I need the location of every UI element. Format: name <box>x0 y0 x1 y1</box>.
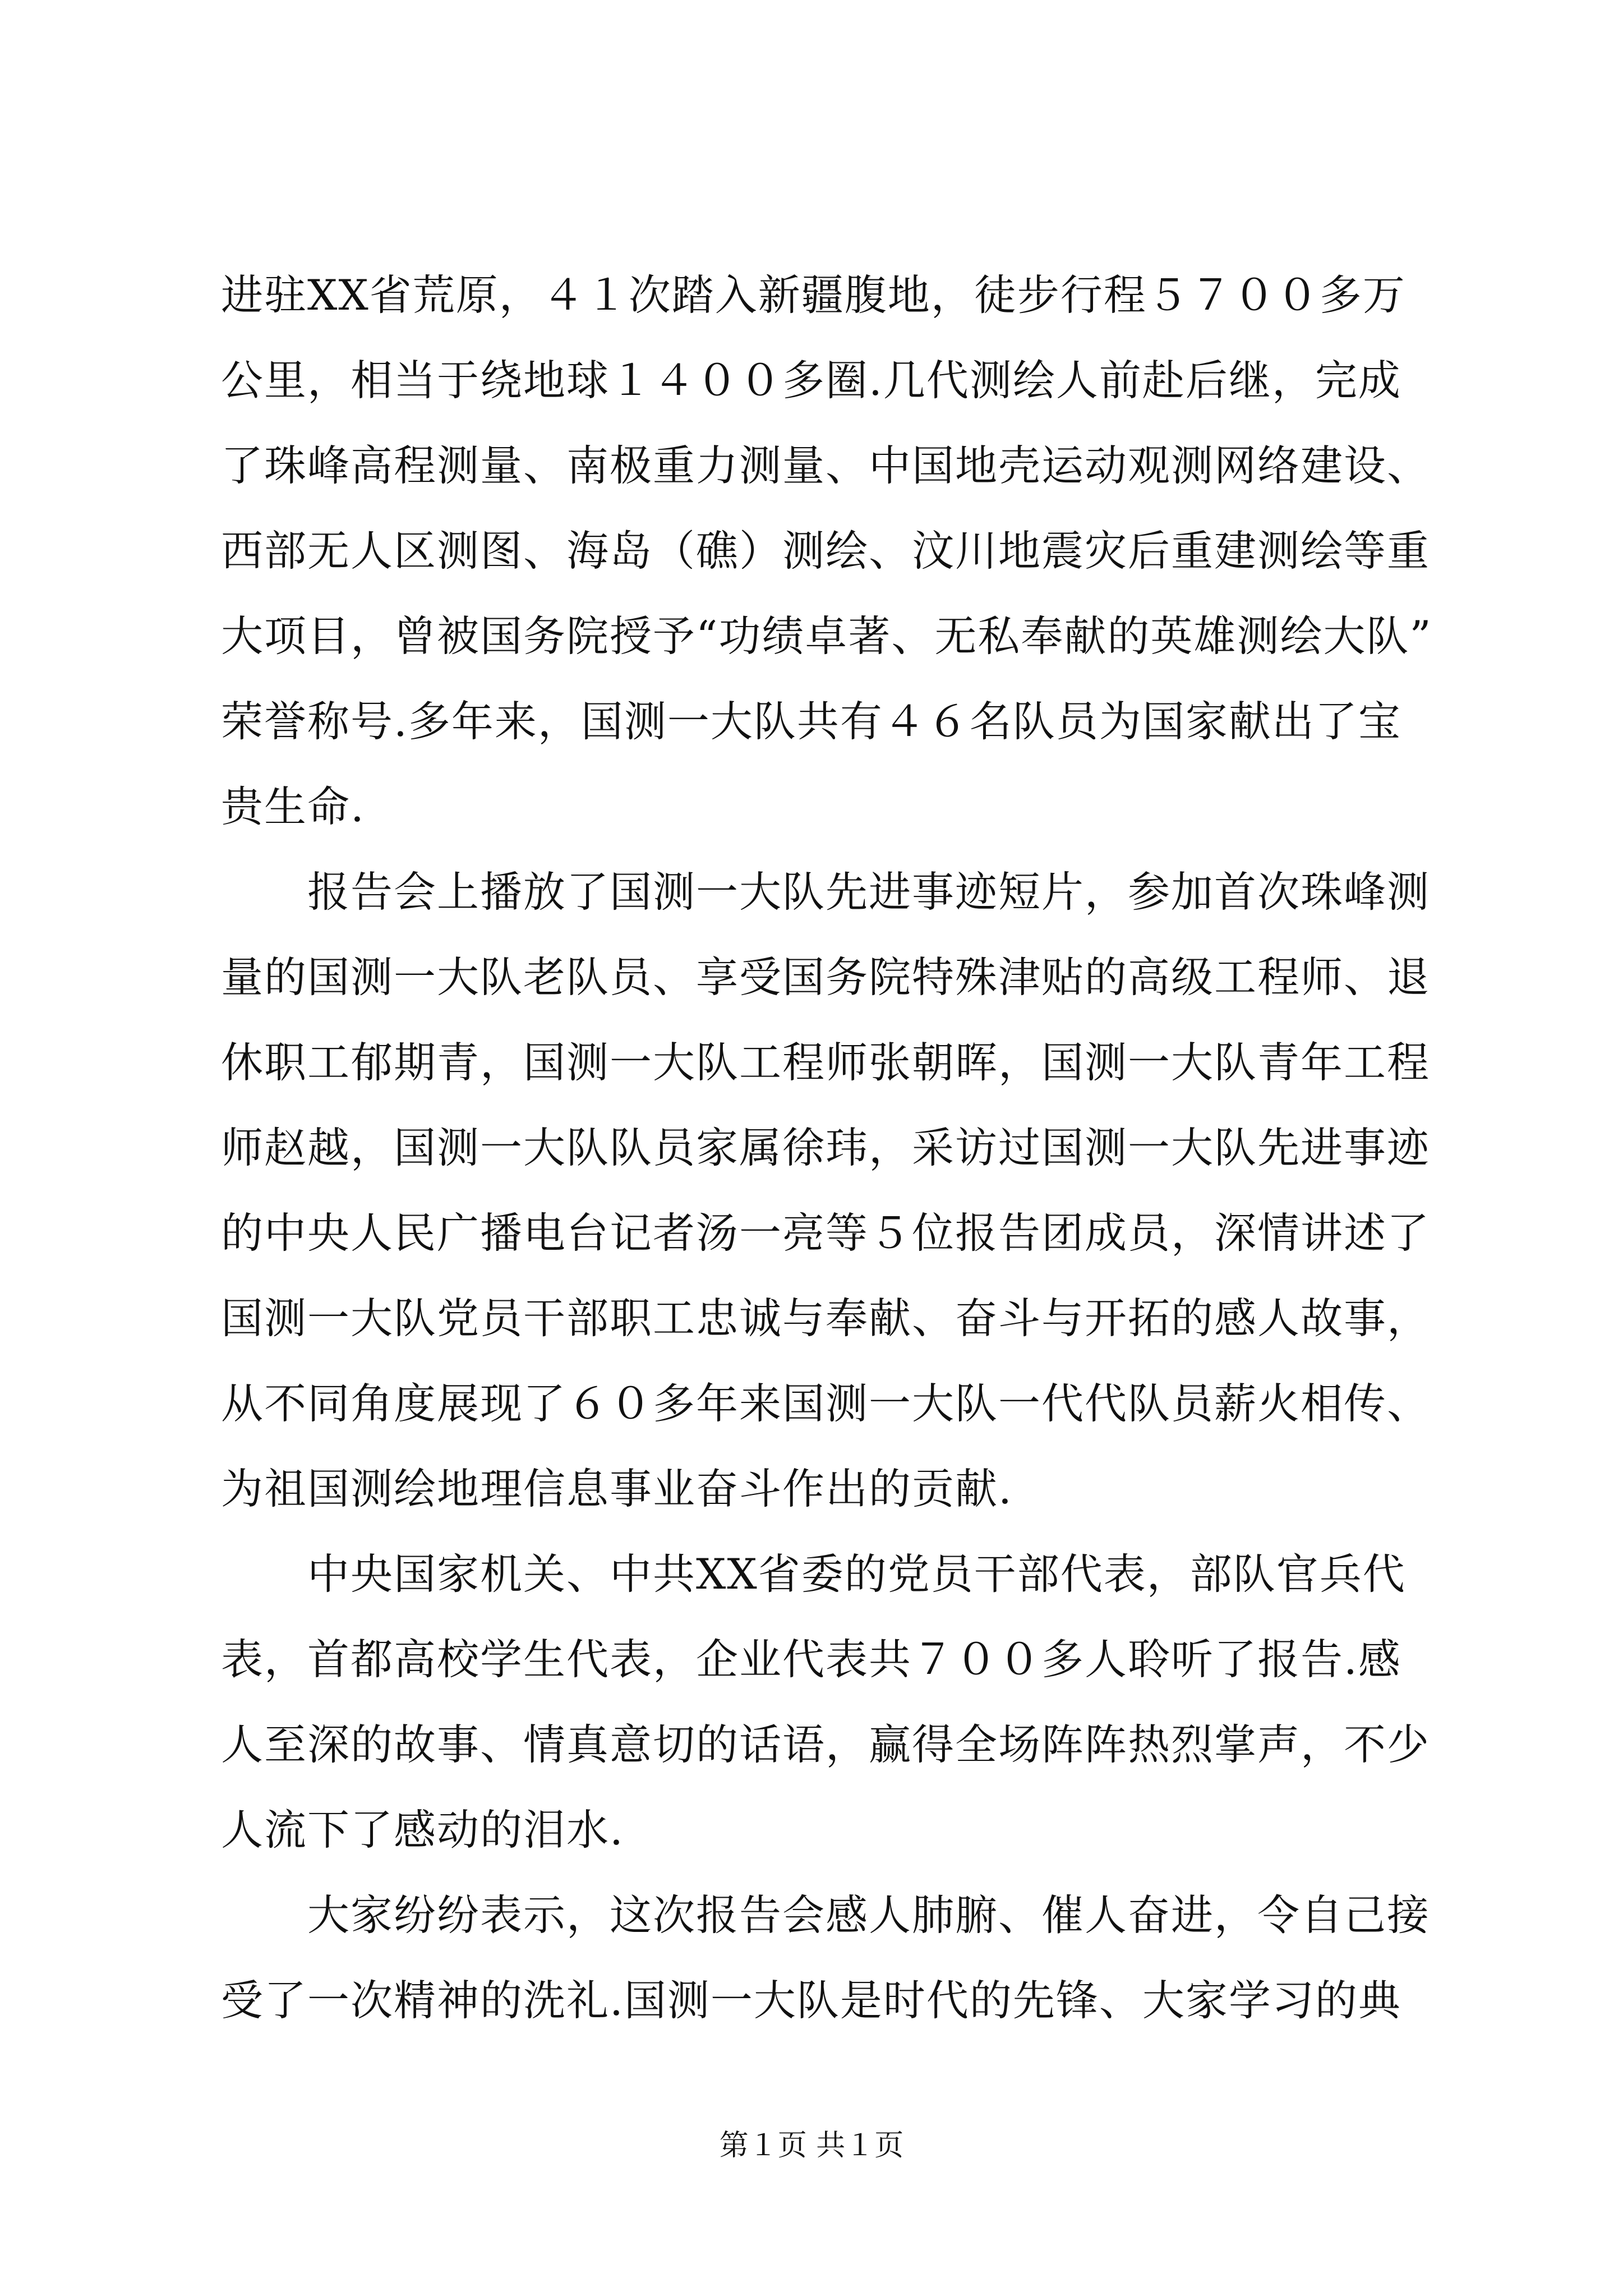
text-line: 量的国测一大队老队员、享受国务院特殊津贴的高级工程师、退 <box>221 953 1431 1002</box>
text-line: 贵生命. <box>221 782 365 831</box>
text-line: 国测一大队党员干部职工忠诚与奉献、奋斗与开拓的感人故事， <box>221 1294 1431 1343</box>
text-line: 大家纷纷表示，这次报告会感人肺腑、催人奋进，令自己接 <box>221 1890 1431 1940</box>
text-line: 受了一次精神的洗礼.国测一大队是时代的先锋、大家学习的典 <box>221 1976 1401 2025</box>
text-line: 报告会上播放了国测一大队先进事迹短片，参加首次珠峰测 <box>221 867 1431 917</box>
text-line: 为祖国测绘地理信息事业奋斗作出的贡献. <box>221 1464 1013 1513</box>
text-line: 进驻XX省荒原，４１次踏入新疆腹地，徒步行程５７００多万 <box>221 270 1406 320</box>
text-line: 中央国家机关、中共XX省委的党员干部代表，部队官兵代 <box>221 1549 1406 1599</box>
text-line: 的中央人民广播电台记者汤一亮等５位报告团成员，深情讲述了 <box>221 1208 1431 1258</box>
text-line: 表，首都高校学生代表，企业代表共７００多人聆听了报告.感 <box>221 1635 1401 1684</box>
page-footer: 第１页 共１页 <box>719 2129 904 2162</box>
text-line: 西部无人区测图、海岛（礁）测绘、汶川地震灾后重建测绘等重 <box>221 526 1431 576</box>
text-line: 大项目，曾被国务院授予“功绩卓著、无私奉献的英雄测绘大队” <box>221 611 1432 661</box>
text-line: 从不同角度展现了６０多年来国测一大队一代代队员薪火相传、 <box>221 1379 1431 1428</box>
text-line: 荣誉称号.多年来，国测一大队共有４６名队员为国家献出了宝 <box>221 697 1401 746</box>
document-body <box>221 252 1432 2043</box>
text-line: 人至深的故事、情真意切的话语，赢得全场阵阵热烈掌声，不少 <box>221 1720 1431 1769</box>
text-line: 师赵越，国测一大队队员家属徐玮，采访过国测一大队先进事迹 <box>221 1123 1431 1172</box>
text-line: 休职工郁期青，国测一大队工程师张朝晖，国测一大队青年工程 <box>221 1038 1431 1087</box>
text-line: 公里，相当于绕地球１４００多圈.几代测绘人前赴后继，完成 <box>221 356 1401 405</box>
text-line: 人流下了感动的泪水. <box>221 1805 624 1855</box>
text-line: 了珠峰高程测量、南极重力测量、中国地壳运动观测网络建设、 <box>221 441 1431 490</box>
